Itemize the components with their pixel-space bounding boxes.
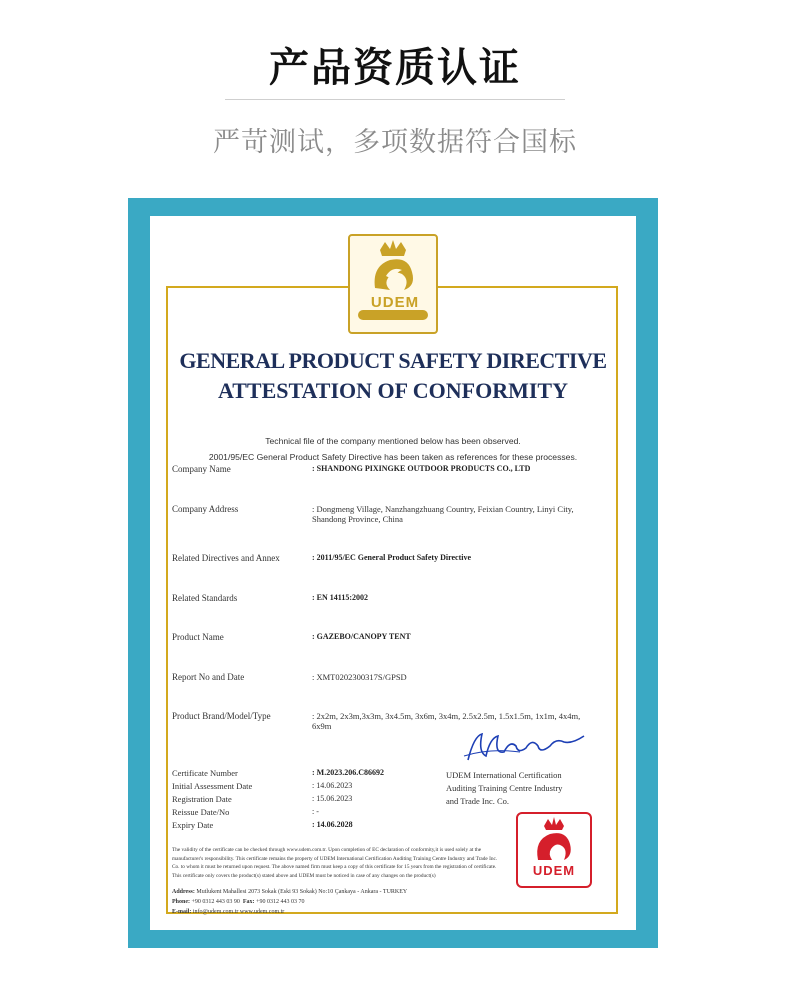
info-row: [172, 794, 432, 807]
info-label: Initial Assessment Date: [172, 781, 253, 791]
logo-wordmark: UDEM: [370, 294, 420, 311]
info-value: : M.2023.206.C86692: [312, 768, 384, 777]
fax-value: +90 0312 443 03 70: [254, 899, 305, 905]
field-label: Product Brand/Model/Type: [172, 711, 271, 721]
field-label: Company Name: [172, 464, 231, 474]
certificate-heading-line2: ATTESTATION OF CONFORMITY: [218, 378, 568, 403]
info-row: [172, 807, 432, 820]
lion-stamp-icon: [518, 816, 590, 866]
intro-line-2: 2001/95/EC General Product Safety Directive has been taken as references for these processes.: [208, 452, 578, 462]
field-label: Related Standards: [172, 593, 238, 603]
address-value: Mutlukent Mahallesi 2073 Sokak (Eski 93 Sokak) No:10 Çankaya - Ankara - TURKEY: [194, 889, 408, 895]
issuer-name: [446, 769, 606, 808]
info-row: [172, 820, 432, 833]
email-label: E-mail:: [172, 909, 192, 915]
page-subtitle: 严苛测试，多项数据符合国标: [213, 127, 577, 158]
title-divider: [225, 99, 565, 100]
email-line: [172, 907, 502, 917]
info-label: Expiry Date: [172, 820, 214, 830]
certificate-paper: [150, 216, 636, 930]
info-label: Reissue Date/No: [172, 807, 230, 817]
udem-stamp: [516, 812, 592, 888]
field-label: Company Address: [172, 504, 239, 514]
certificate-frame: [128, 198, 658, 948]
fax-label: Fax:: [242, 899, 255, 905]
field-value: : 2011/95/EC General Product Safety Directive: [312, 553, 472, 562]
phone-value: +90 0312 443 03 90: [190, 899, 240, 905]
field-label: Related Directives and Annex: [172, 553, 280, 563]
field-value: : SHANDONG PIXINGKE OUTDOOR PRODUCTS CO., LTD: [312, 464, 531, 473]
validity-note: The validity of the certificate can be checked through www.udem.com.tr. Upon completion of EC declaration of conformity,it is used solely at the manufacturer's responsibility. This certificate remains the property of UDEM International Certification Auditing Training Centre Industry and Trade Inc. Co. to whom it must be returned upon request. The above named firm must keep a copy of this certificate for 15 years from the registration of certificate. This certificate only covers the product(s) stated above and UDEM must be noticed in case of any changes on the product(s): [172, 847, 498, 879]
certificate-heading-line1: GENERAL PRODUCT SAFETY DIRECTIVE: [179, 348, 607, 373]
field-value: : Dongmeng Village, Nanzhangzhuang Country, Feixian Country, Linyi City, Shandong Province, China: [312, 504, 574, 524]
info-label: Registration Date: [172, 794, 232, 804]
field-value: : XMT0202300317S/GPSD: [312, 672, 407, 682]
contact-block: [172, 887, 502, 917]
info-label: Certificate Number: [172, 768, 238, 778]
intro-line-1: Technical file of the company mentioned below has been observed.: [265, 436, 521, 446]
issuer-line: UDEM International Certification: [446, 770, 562, 780]
info-value: : 15.06.2023: [312, 794, 353, 803]
lion-crown-icon: [350, 236, 436, 332]
field-value: : EN 14115:2002: [312, 593, 368, 602]
info-row: [172, 781, 432, 794]
stamp-wordmark: UDEM: [532, 863, 576, 878]
udem-logo-frame: [348, 234, 438, 334]
page-title: 产品资质认证: [269, 45, 521, 91]
info-value: : 14.06.2023: [312, 781, 353, 790]
certificate-info: [172, 768, 432, 833]
udem-logo: [348, 234, 438, 334]
address-line: [172, 887, 502, 897]
phone-label: Phone:: [172, 899, 190, 905]
field-value: : 2x2m, 2x3m,3x3m, 3x4.5m, 3x6m, 3x4m, 2.5x2.5m, 1.5x1.5m, 1x1m, 4x4m, 6x9m: [312, 711, 581, 731]
info-value: : 14.06.2028: [312, 820, 353, 829]
address-label: Address:: [172, 889, 195, 895]
phone-line: [172, 897, 502, 907]
field-label: Report No and Date: [172, 672, 245, 682]
info-value: : -: [312, 807, 319, 816]
signature-icon: [460, 726, 590, 766]
info-row: [172, 768, 432, 781]
email-value: info@udem.com.tr www.udem.com.tr: [191, 909, 285, 915]
issuer-line: Auditing Training Centre Industry: [446, 783, 563, 793]
field-value: : GAZEBO/CANOPY TENT: [312, 632, 411, 641]
issuer-line: and Trade Inc. Co.: [446, 796, 510, 806]
field-label: Product Name: [172, 632, 224, 642]
